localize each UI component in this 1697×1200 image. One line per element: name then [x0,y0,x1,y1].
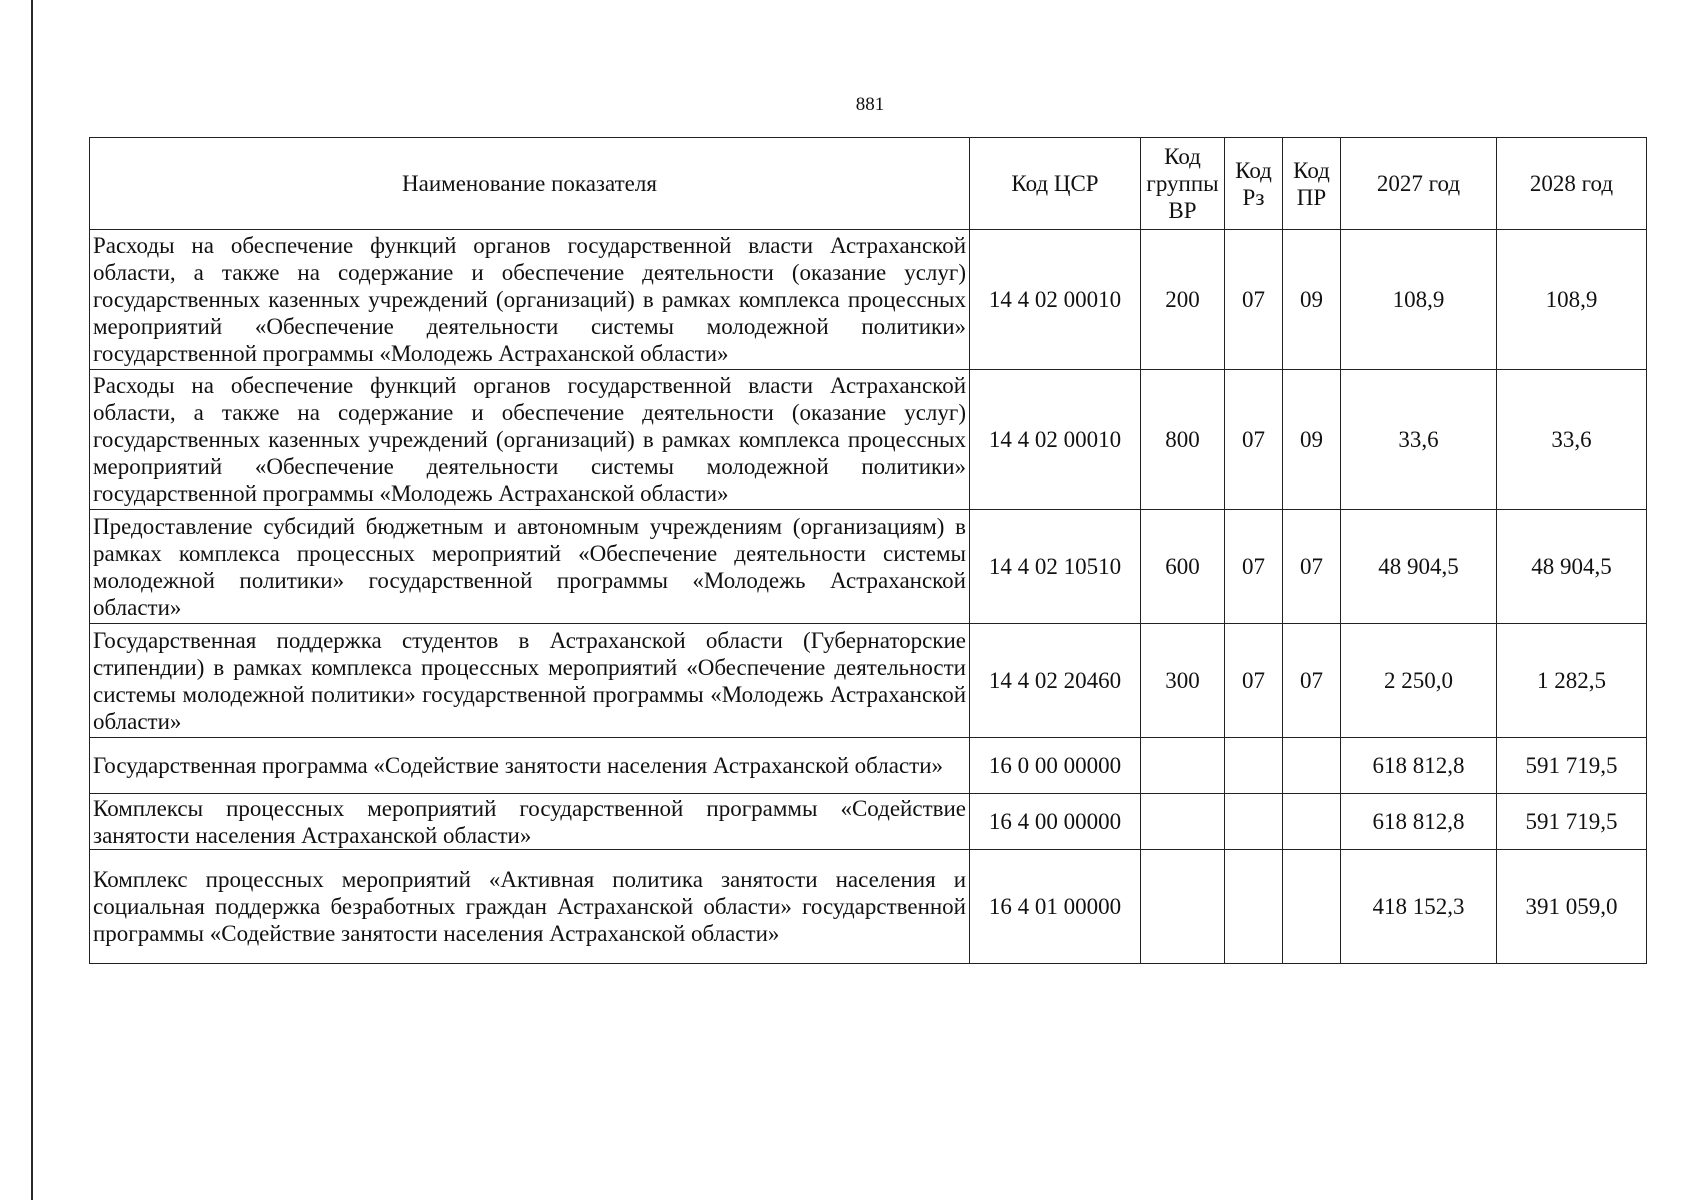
row-2028: 1 282,5 [1497,624,1647,738]
row-rz: 07 [1225,230,1283,370]
row-pr: 07 [1283,510,1341,624]
row-2027: 2 250,0 [1341,624,1497,738]
table-row [90,850,1647,964]
budget-table [89,137,1647,964]
row-2028: 48 904,5 [1497,510,1647,624]
table-row [90,794,1647,850]
row-name: Расходы на обеспечение функций органов государственной власти Астраханской области, а также на содержание и обеспечение деятельности (оказание услуг) государственных казенных учреждений (организаций) в рамках комплекса процессных мероприятий «Обеспечение деятельности системы молодежной политики» государственной программы «Молодежь Астраханской области» [90,230,970,370]
row-csr: 14 4 02 00010 [970,230,1141,370]
row-csr: 16 4 00 00000 [970,794,1141,850]
row-rz [1225,850,1283,964]
row-csr: 14 4 02 20460 [970,624,1141,738]
row-rz: 07 [1225,370,1283,510]
table-row [90,738,1647,794]
header-name: Наименование показателя [90,138,970,230]
header-pr: Код ПР [1283,138,1341,230]
row-pr [1283,794,1341,850]
row-2028: 591 719,5 [1497,794,1647,850]
table-row [90,624,1647,738]
table-row [90,230,1647,370]
row-2027: 48 904,5 [1341,510,1497,624]
row-rz: 07 [1225,624,1283,738]
row-2028: 591 719,5 [1497,738,1647,794]
row-2027: 418 152,3 [1341,850,1497,964]
row-pr [1283,738,1341,794]
table-row [90,510,1647,624]
row-vr: 300 [1141,624,1225,738]
row-rz: 07 [1225,510,1283,624]
page-number: 881 [855,94,885,115]
row-pr: 07 [1283,624,1341,738]
row-name: Государственная программа «Содействие занятости населения Астраханской области» [90,738,970,794]
header-csr: Код ЦСР [970,138,1141,230]
row-name: Расходы на обеспечение функций органов государственной власти Астраханской области, а также на содержание и обеспечение деятельности (оказание услуг) государственных казенных учреждений (организаций) в рамках комплекса процессных мероприятий «Обеспечение деятельности системы молодежной политики» государственной программы «Молодежь Астраханской области» [90,370,970,510]
row-name: Предоставление субсидий бюджетным и автономным учреждениям (организациям) в рамках комплекса процессных мероприятий «Обеспечение деятельности системы молодежной политики» государственной программы «Молодежь Астраханской области» [90,510,970,624]
row-csr: 14 4 02 00010 [970,370,1141,510]
row-2027: 108,9 [1341,230,1497,370]
row-vr: 200 [1141,230,1225,370]
row-name: Комплексы процессных мероприятий государственной программы «Содействие занятости населения Астраханской области» [90,794,970,850]
header-2027: 2027 год [1341,138,1497,230]
row-vr [1141,738,1225,794]
row-2028: 391 059,0 [1497,850,1647,964]
row-2027: 33,6 [1341,370,1497,510]
row-2028: 108,9 [1497,230,1647,370]
table-header-row [90,138,1647,230]
row-2028: 33,6 [1497,370,1647,510]
row-pr [1283,850,1341,964]
row-pr: 09 [1283,370,1341,510]
row-csr: 16 0 00 00000 [970,738,1141,794]
row-vr [1141,794,1225,850]
page-margin-line [31,0,33,1200]
row-2027: 618 812,8 [1341,738,1497,794]
row-vr: 600 [1141,510,1225,624]
row-name: Комплекс процессных мероприятий «Активная политика занятости населения и социальная поддержка безработных граждан Астраханской области» государственной программы «Содействие занятости населения Астраханской области» [90,850,970,964]
row-name: Государственная поддержка студентов в Астраханской области (Губернаторские стипендии) в рамках комплекса процессных мероприятий «Обеспечение деятельности системы молодежной политики» государственной программы «Молодежь Астраханской области» [90,624,970,738]
header-vr: Код группы ВР [1141,138,1225,230]
table-row [90,370,1647,510]
row-csr: 14 4 02 10510 [970,510,1141,624]
row-pr: 09 [1283,230,1341,370]
row-2027: 618 812,8 [1341,794,1497,850]
row-vr: 800 [1141,370,1225,510]
row-rz [1225,738,1283,794]
row-rz [1225,794,1283,850]
row-csr: 16 4 01 00000 [970,850,1141,964]
row-vr [1141,850,1225,964]
header-rz: Код Рз [1225,138,1283,230]
header-2028: 2028 год [1497,138,1647,230]
